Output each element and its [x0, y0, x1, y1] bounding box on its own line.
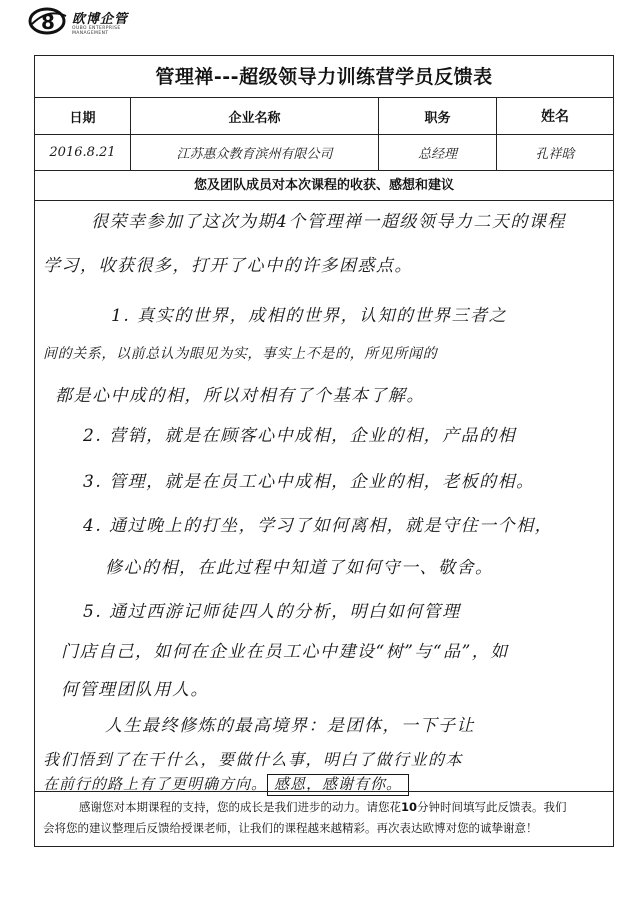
feedback-line: 5. 通过西游记师徒四人的分析，明白如何管理 [83, 602, 461, 622]
date-header: 日期 [35, 98, 131, 134]
footer-thanks-line-2: 会将您的建议整理后反馈给授课老师，让我们的课程越来越精彩。再次表达欧博对您的诚挚谢意！ [43, 821, 538, 835]
company-value[interactable]: 江苏惠众教育滨州有限公司 [176, 147, 333, 162]
feedback-form [34, 55, 614, 847]
section-title: 您及团队成员对本次课程的收获、感想和建议 [35, 171, 613, 201]
feedback-line: 2. 营销，就是在顾客心中成相，企业的相，产品的相 [83, 426, 517, 446]
logo-swirl-icon [28, 4, 70, 36]
feedback-line: 1. 真实的世界，成相的世界，认知的世界三者之 [111, 306, 508, 326]
feedback-line: 我们悟到了在干什么，要做什么事，明白了做行业的本 [43, 750, 464, 769]
feedback-line: 何管理团队用人。 [61, 680, 209, 700]
company-header: 企业名称 [131, 98, 379, 134]
feedback-line: 学习，收获很多，打开了心中的许多困惑点。 [43, 256, 413, 276]
header-row [35, 98, 613, 135]
logo-tagline: OUBO ENTERPRISE MANAGEMENT [72, 26, 121, 36]
feedback-line: 都是心中成的相，所以对相有了个基本了解。 [55, 386, 425, 406]
svg-text:8: 8 [41, 10, 55, 34]
stamped-phrase: 感恩，感谢有你。 [267, 774, 409, 796]
feedback-line: 人生最终修炼的最高境界：是团体，一下子让 [105, 716, 475, 736]
feedback-line: 门店自己，如何在企业在员工心中建设“树”与“品”，如 [61, 642, 509, 662]
company-logo [28, 4, 148, 36]
date-value[interactable]: 2016.8.21 [49, 145, 116, 160]
feedback-line: 在前行的路上有了更明确方向。 感恩，感谢有你。 [43, 773, 409, 794]
name-header: 姓名 [541, 109, 569, 125]
feedback-text-area[interactable] [35, 201, 613, 791]
feedback-line: 间的关系，以前总认为眼见为实，事实上不是的，所见所闻的 [43, 346, 438, 362]
form-title: 管理禅---超级领导力训练营学员反馈表 [35, 56, 613, 98]
position-header: 职务 [379, 98, 497, 134]
feedback-line: 3. 管理，就是在员工心中成相，企业的相，老板的相。 [83, 472, 535, 492]
footer-thanks-line-1: 感谢您对本期课程的支持，您的成长是我们进步的动力。请您花10分钟时间填写此反馈表。我们 [79, 800, 567, 814]
position-value[interactable]: 总经理 [417, 147, 457, 162]
feedback-line: 修心的相，在此过程中知道了如何守一、敬舍。 [105, 558, 494, 578]
feedback-line: 很荣幸参加了这次为期4个管理禅一超级领导力二天的课程 [91, 212, 566, 232]
feedback-line: 4. 通过晚上的打坐，学习了如何离相，就是守住一个相， [83, 516, 554, 536]
form-footer [35, 791, 613, 846]
name-value[interactable]: 孔祥晗 [535, 147, 575, 162]
value-row [35, 135, 613, 171]
logo-name: 欧博企管 [72, 12, 129, 27]
